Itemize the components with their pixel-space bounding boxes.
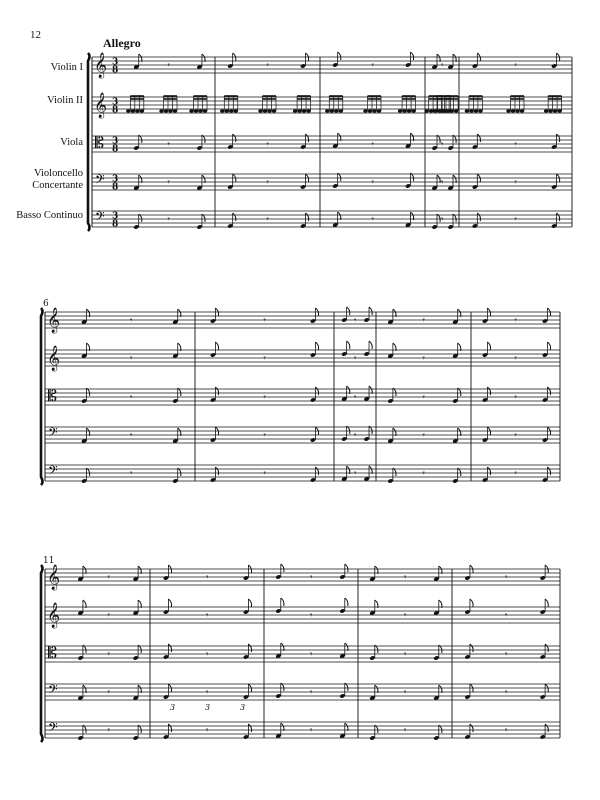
note-head bbox=[398, 109, 402, 112]
note-head bbox=[189, 109, 193, 112]
instrument-label-cello: Violoncello Concertante bbox=[32, 168, 83, 191]
note-head bbox=[126, 109, 130, 112]
measure-notes bbox=[341, 341, 372, 364]
measure-notes bbox=[220, 96, 311, 113]
treble-clef-icon: 𝄞 bbox=[94, 53, 108, 78]
system-bracket bbox=[41, 565, 43, 742]
eighth-rest-icon: 𝄾 bbox=[371, 178, 374, 188]
measure-notes bbox=[81, 343, 181, 364]
staff-2-5 bbox=[45, 465, 560, 481]
note-head bbox=[478, 109, 482, 112]
eighth-rest-icon: 𝄾 bbox=[514, 431, 517, 441]
note-flag bbox=[369, 341, 372, 349]
note-flag bbox=[487, 342, 490, 350]
measure-notes bbox=[275, 723, 348, 739]
note-flag bbox=[487, 467, 490, 475]
note-head bbox=[445, 109, 449, 112]
note-flag bbox=[345, 598, 348, 606]
note-head bbox=[325, 109, 329, 112]
note-flag bbox=[305, 134, 308, 142]
eighth-rest-icon: 𝄾 bbox=[505, 573, 508, 583]
eighth-rest-icon: 𝄾 bbox=[404, 726, 407, 736]
staff-3-4 bbox=[45, 684, 560, 700]
eighth-rest-icon: 𝄾 bbox=[263, 393, 266, 403]
system-3 bbox=[41, 556, 560, 742]
measure-notes bbox=[341, 307, 372, 326]
note-head bbox=[454, 109, 458, 112]
note-flag bbox=[545, 724, 548, 732]
time-signature-bottom: 8 bbox=[112, 144, 119, 155]
time-signature-bottom: 8 bbox=[112, 105, 119, 116]
staff-2-3 bbox=[45, 389, 560, 405]
time-signature-top: 3 bbox=[112, 136, 119, 147]
eighth-rest-icon: 𝄾 bbox=[206, 726, 209, 736]
eighth-rest-icon: 𝄾 bbox=[514, 140, 517, 150]
note-flag bbox=[347, 341, 350, 349]
treble-clef-icon: 𝄞 bbox=[94, 93, 108, 118]
time-signature-top: 3 bbox=[112, 97, 119, 108]
note-head bbox=[263, 109, 267, 112]
note-flag bbox=[470, 724, 473, 732]
score-systems bbox=[41, 52, 572, 742]
instrument-label-viola: Viola bbox=[60, 137, 83, 148]
measure-notes bbox=[126, 96, 207, 113]
eighth-rest-icon: 𝄾 bbox=[514, 316, 517, 326]
eighth-rest-icon: 𝄾 bbox=[354, 469, 357, 479]
eighth-rest-icon: 𝄾 bbox=[505, 611, 508, 621]
time-signature-top: 3 bbox=[112, 211, 119, 222]
time-signature-top: 3 bbox=[112, 174, 119, 185]
note-head bbox=[225, 109, 229, 112]
treble-clef-icon: 𝄞 bbox=[47, 308, 61, 333]
bass-clef-icon: 𝄢 bbox=[48, 463, 58, 481]
eighth-rest-icon: 𝄾 bbox=[371, 61, 374, 71]
note-head bbox=[302, 109, 306, 112]
eighth-rest-icon: 𝄾 bbox=[107, 573, 110, 583]
note-flag bbox=[369, 307, 372, 315]
measure-number: 11 bbox=[43, 556, 55, 566]
note-flag bbox=[410, 52, 413, 60]
alto-clef-icon: 𝄡 bbox=[95, 133, 104, 152]
note-head bbox=[411, 109, 415, 112]
note-head bbox=[135, 109, 139, 112]
measure-notes bbox=[81, 309, 181, 326]
eighth-rest-icon: 𝄾 bbox=[266, 215, 269, 225]
measure-notes bbox=[482, 308, 551, 326]
tuplet-number: 3 bbox=[170, 703, 176, 712]
eighth-rest-icon: 𝄾 bbox=[514, 178, 517, 188]
eighth-rest-icon: 𝄾 bbox=[354, 431, 357, 441]
note-flag bbox=[215, 342, 218, 350]
bass-clef-icon: 𝄢 bbox=[95, 172, 105, 190]
note-flag bbox=[281, 564, 284, 572]
eighth-rest-icon: 𝄾 bbox=[266, 178, 269, 188]
note-flag bbox=[215, 467, 218, 475]
measure-notes bbox=[275, 564, 348, 583]
treble-clef-icon: 𝄞 bbox=[47, 565, 61, 590]
system-2 bbox=[41, 299, 560, 485]
measure-notes bbox=[163, 599, 252, 621]
eighth-rest-icon: 𝄾 bbox=[514, 61, 517, 71]
note-head bbox=[330, 109, 334, 112]
note-head bbox=[220, 109, 224, 112]
note-head bbox=[557, 109, 561, 112]
measure-notes bbox=[275, 643, 348, 660]
system-1 bbox=[88, 52, 572, 231]
eighth-rest-icon: 𝄾 bbox=[404, 688, 407, 698]
note-head bbox=[267, 109, 271, 112]
eighth-rest-icon: 𝄾 bbox=[422, 469, 425, 479]
note-flag bbox=[347, 307, 350, 315]
note-flag bbox=[315, 342, 318, 350]
eighth-rest-icon: 𝄾 bbox=[263, 431, 266, 441]
time-signature-bottom: 8 bbox=[112, 182, 119, 193]
measure-notes bbox=[341, 466, 372, 482]
staff-1-3 bbox=[92, 136, 572, 152]
eighth-rest-icon: 𝄾 bbox=[441, 61, 444, 71]
eighth-rest-icon: 𝄾 bbox=[354, 316, 357, 326]
eighth-rest-icon: 𝄾 bbox=[310, 650, 313, 660]
eighth-rest-icon: 𝄾 bbox=[514, 393, 517, 403]
eighth-rest-icon: 𝄾 bbox=[206, 688, 209, 698]
time-signature-bottom: 8 bbox=[112, 65, 119, 76]
measure-notes bbox=[77, 600, 141, 621]
time-signature-top: 3 bbox=[112, 57, 119, 68]
note-flag bbox=[248, 644, 251, 652]
tempo-marking: Allegro bbox=[103, 36, 141, 50]
note-head bbox=[548, 109, 552, 112]
note-head bbox=[407, 109, 411, 112]
measure-number: 6 bbox=[43, 299, 49, 309]
instrument-label-violin-2: Violin II bbox=[47, 95, 83, 106]
note-flag bbox=[470, 644, 473, 652]
eighth-rest-icon: 𝄾 bbox=[130, 354, 133, 364]
bass-clef-icon: 𝄢 bbox=[48, 425, 58, 443]
note-flag bbox=[477, 213, 480, 221]
note-head bbox=[334, 109, 338, 112]
eighth-rest-icon: 𝄾 bbox=[130, 469, 133, 479]
eighth-rest-icon: 𝄾 bbox=[422, 431, 425, 441]
treble-clef-icon: 𝄞 bbox=[47, 346, 61, 371]
measure-notes bbox=[332, 212, 413, 228]
time-signature-bottom: 8 bbox=[112, 219, 119, 230]
eighth-rest-icon: 𝄾 bbox=[206, 611, 209, 621]
measure-notes bbox=[424, 96, 458, 113]
note-flag bbox=[547, 467, 550, 475]
note-flag bbox=[233, 134, 236, 142]
note-head bbox=[203, 109, 207, 112]
note-head bbox=[234, 109, 238, 112]
note-head bbox=[506, 109, 510, 112]
note-flag bbox=[487, 387, 490, 395]
measure-notes bbox=[77, 685, 141, 701]
note-flag bbox=[315, 467, 318, 475]
measure-notes bbox=[325, 96, 416, 113]
note-flag bbox=[315, 387, 318, 395]
note-head bbox=[544, 109, 548, 112]
eighth-rest-icon: 𝄾 bbox=[441, 178, 444, 188]
note-flag bbox=[470, 599, 473, 607]
note-head bbox=[511, 109, 515, 112]
eighth-rest-icon: 𝄾 bbox=[107, 650, 110, 660]
eighth-rest-icon: 𝄾 bbox=[310, 611, 313, 621]
bass-clef-icon: 𝄢 bbox=[95, 209, 105, 227]
eighth-rest-icon: 𝄾 bbox=[514, 469, 517, 479]
eighth-rest-icon: 𝄾 bbox=[167, 61, 170, 71]
note-head bbox=[297, 109, 301, 112]
eighth-rest-icon: 𝄾 bbox=[371, 140, 374, 150]
eighth-rest-icon: 𝄾 bbox=[505, 688, 508, 698]
note-flag bbox=[215, 387, 218, 395]
measure-notes bbox=[387, 343, 460, 364]
note-flag bbox=[547, 342, 550, 350]
eighth-rest-icon: 𝄾 bbox=[107, 611, 110, 621]
eighth-rest-icon: 𝄾 bbox=[130, 316, 133, 326]
bass-clef-icon: 𝄢 bbox=[48, 720, 58, 738]
note-head bbox=[372, 109, 376, 112]
eighth-rest-icon: 𝄾 bbox=[206, 573, 209, 583]
system-bracket bbox=[88, 53, 90, 231]
system-bracket bbox=[41, 308, 43, 485]
note-head bbox=[363, 109, 367, 112]
triplet-markers bbox=[170, 703, 245, 712]
eighth-rest-icon: 𝄾 bbox=[505, 726, 508, 736]
note-head bbox=[449, 109, 453, 112]
measure-notes bbox=[369, 566, 442, 583]
eighth-rest-icon: 𝄾 bbox=[441, 140, 444, 150]
note-head bbox=[424, 109, 428, 112]
note-head bbox=[164, 109, 168, 112]
measure-notes bbox=[210, 308, 319, 326]
note-head bbox=[368, 109, 372, 112]
note-head bbox=[465, 109, 469, 112]
note-flag bbox=[281, 598, 284, 606]
note-flag bbox=[557, 134, 560, 142]
measure-notes bbox=[341, 386, 372, 403]
eighth-rest-icon: 𝄾 bbox=[266, 61, 269, 71]
measure-notes bbox=[163, 565, 252, 583]
eighth-rest-icon: 𝄾 bbox=[263, 316, 266, 326]
note-flag bbox=[547, 387, 550, 395]
note-flag bbox=[168, 724, 171, 732]
measure-notes bbox=[387, 309, 460, 326]
tuplet-number: 3 bbox=[205, 703, 211, 712]
eighth-rest-icon: 𝄾 bbox=[167, 178, 170, 188]
measure-notes bbox=[275, 598, 348, 621]
staff-1-1 bbox=[92, 57, 572, 73]
measure-notes bbox=[432, 54, 457, 71]
eighth-rest-icon: 𝄾 bbox=[310, 688, 313, 698]
staff-3-2 bbox=[45, 607, 560, 623]
eighth-rest-icon: 𝄾 bbox=[263, 469, 266, 479]
note-head bbox=[339, 109, 343, 112]
eighth-rest-icon: 𝄾 bbox=[404, 611, 407, 621]
note-flag bbox=[233, 213, 236, 221]
eighth-rest-icon: 𝄾 bbox=[422, 393, 425, 403]
note-head bbox=[377, 109, 381, 112]
note-head bbox=[140, 109, 144, 112]
note-flag bbox=[345, 564, 348, 572]
treble-clef-icon: 𝄞 bbox=[47, 603, 61, 628]
measure-notes bbox=[332, 133, 413, 150]
note-head bbox=[272, 109, 276, 112]
alto-clef-icon: 𝄡 bbox=[48, 386, 57, 405]
measure-notes bbox=[472, 53, 560, 71]
measure-notes bbox=[432, 175, 457, 191]
note-flag bbox=[248, 724, 251, 732]
eighth-rest-icon: 𝄾 bbox=[130, 393, 133, 403]
eighth-rest-icon: 𝄾 bbox=[354, 393, 357, 403]
measure-notes bbox=[369, 685, 442, 701]
measure-notes bbox=[465, 96, 562, 113]
note-head bbox=[402, 109, 406, 112]
note-head bbox=[131, 109, 135, 112]
note-head bbox=[553, 109, 557, 112]
note-flag bbox=[477, 134, 480, 142]
note-head bbox=[433, 109, 437, 112]
note-flag bbox=[545, 599, 548, 607]
staff-3-5 bbox=[45, 722, 560, 738]
measure-notes bbox=[482, 342, 551, 364]
note-head bbox=[520, 109, 524, 112]
tuplet-number: 3 bbox=[240, 703, 246, 712]
eighth-rest-icon: 𝄾 bbox=[130, 431, 133, 441]
eighth-rest-icon: 𝄾 bbox=[422, 354, 425, 364]
eighth-rest-icon: 𝄾 bbox=[206, 650, 209, 660]
measure-notes bbox=[133, 54, 205, 71]
eighth-rest-icon: 𝄾 bbox=[422, 316, 425, 326]
eighth-rest-icon: 𝄾 bbox=[354, 354, 357, 364]
note-head bbox=[474, 109, 478, 112]
note-head bbox=[159, 109, 163, 112]
eighth-rest-icon: 𝄾 bbox=[371, 215, 374, 225]
note-flag bbox=[248, 599, 251, 607]
eighth-rest-icon: 𝄾 bbox=[266, 140, 269, 150]
measure-notes bbox=[369, 600, 442, 621]
eighth-rest-icon: 𝄾 bbox=[404, 573, 407, 583]
eighth-rest-icon: 𝄾 bbox=[107, 688, 110, 698]
eighth-rest-icon: 𝄾 bbox=[514, 215, 517, 225]
note-head bbox=[168, 109, 172, 112]
note-flag bbox=[168, 644, 171, 652]
eighth-rest-icon: 𝄾 bbox=[505, 650, 508, 660]
eighth-rest-icon: 𝄾 bbox=[263, 354, 266, 364]
eighth-rest-icon: 𝄾 bbox=[107, 726, 110, 736]
note-flag bbox=[305, 213, 308, 221]
note-flag bbox=[338, 52, 341, 60]
note-head bbox=[173, 109, 177, 112]
staff-3-1 bbox=[45, 569, 560, 585]
note-head bbox=[198, 109, 202, 112]
note-head bbox=[469, 109, 473, 112]
eighth-rest-icon: 𝄾 bbox=[441, 215, 444, 225]
measure-notes bbox=[133, 175, 205, 191]
note-flag bbox=[545, 644, 548, 652]
note-head bbox=[258, 109, 262, 112]
staff-2-1 bbox=[45, 312, 560, 328]
eighth-rest-icon: 𝄾 bbox=[514, 354, 517, 364]
eighth-rest-icon: 𝄾 bbox=[167, 140, 170, 150]
note-flag bbox=[557, 213, 560, 221]
measure-notes bbox=[387, 428, 460, 444]
note-head bbox=[229, 109, 233, 112]
measure-notes bbox=[464, 599, 548, 621]
staff-2-2 bbox=[45, 350, 560, 366]
note-head bbox=[293, 109, 297, 112]
note-head bbox=[306, 109, 310, 112]
note-head bbox=[429, 109, 433, 112]
note-head bbox=[440, 109, 444, 112]
instrument-label-continuo: Basso Continuo bbox=[16, 210, 83, 221]
measure-notes bbox=[210, 342, 319, 364]
measure-notes bbox=[77, 566, 141, 583]
measure-notes bbox=[332, 52, 413, 71]
eighth-rest-icon: 𝄾 bbox=[310, 726, 313, 736]
eighth-rest-icon: 𝄾 bbox=[310, 573, 313, 583]
eighth-rest-icon: 𝄾 bbox=[404, 650, 407, 660]
page-number: 12 bbox=[30, 29, 41, 41]
measure-notes bbox=[227, 53, 308, 71]
bass-clef-icon: 𝄢 bbox=[48, 682, 58, 700]
instrument-label-violin-1: Violin I bbox=[50, 62, 83, 73]
staff-1-5 bbox=[92, 211, 572, 227]
eighth-rest-icon: 𝄾 bbox=[167, 215, 170, 225]
measure-notes bbox=[464, 565, 548, 583]
staff-1-4 bbox=[92, 174, 572, 190]
staff-3-3 bbox=[45, 646, 560, 662]
note-head bbox=[515, 109, 519, 112]
note-head bbox=[194, 109, 198, 112]
measure-notes bbox=[81, 428, 181, 444]
note-flag bbox=[168, 599, 171, 607]
alto-clef-icon: 𝄡 bbox=[48, 643, 57, 662]
